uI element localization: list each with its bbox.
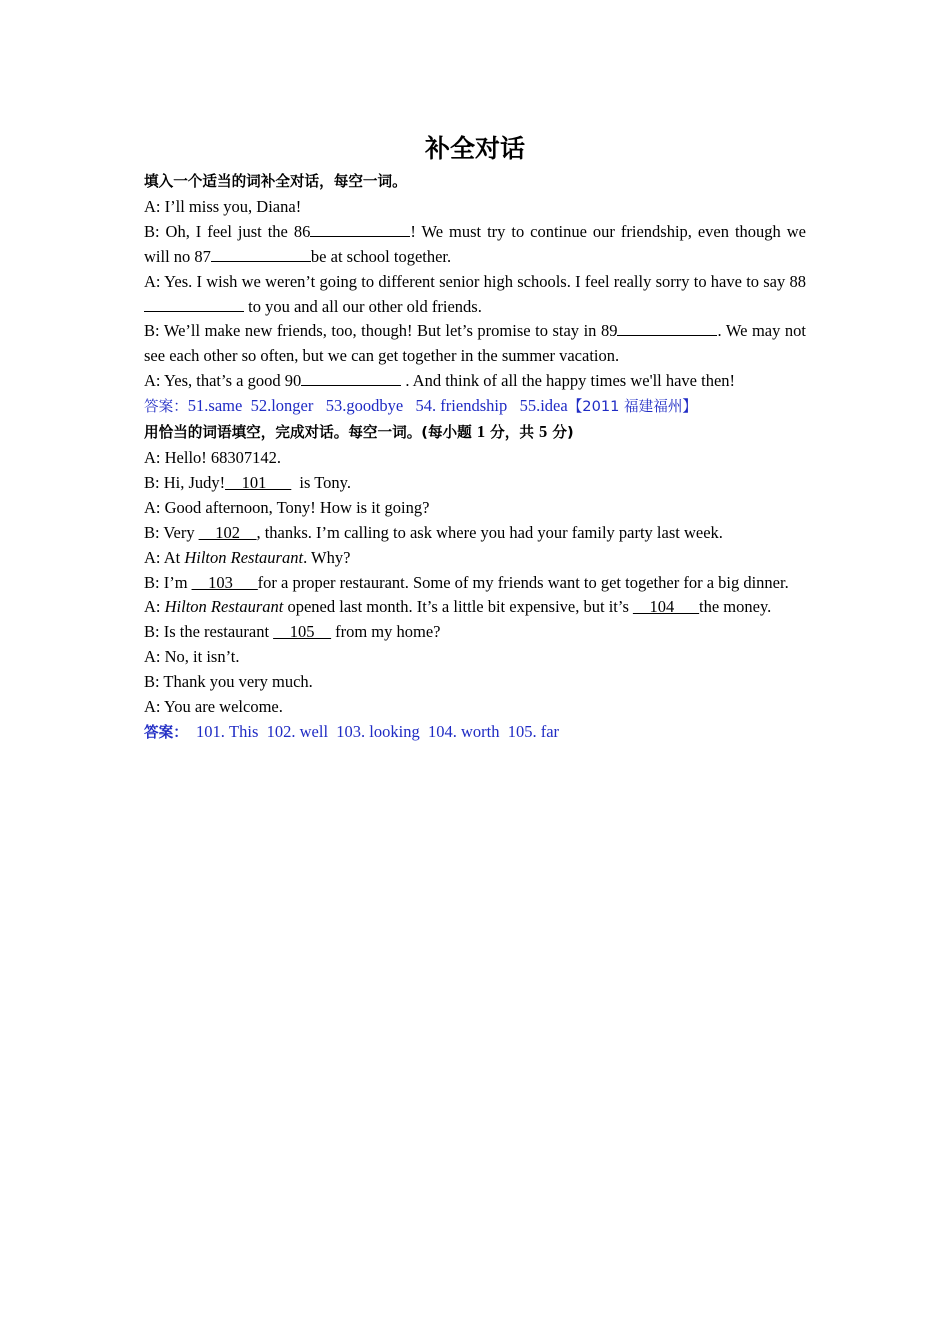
dialogue-text: from my home? bbox=[330, 622, 441, 642]
dialogue-text: B: Very bbox=[144, 522, 199, 542]
answer-items: 51.same 52.longer 53.goodbye 54. friendship 55.idea bbox=[187, 396, 568, 416]
dialogue-text: B: Is the restaurant bbox=[144, 622, 274, 642]
dialogue-line: A: I’ll miss you, Diana! bbox=[144, 196, 302, 216]
instruction-number: 1 bbox=[476, 422, 486, 442]
dialogue-text: opened last month. It’s a little bit expensive, but it’s bbox=[283, 597, 634, 617]
dialogue-line: A: Hello! 68307142. bbox=[144, 447, 282, 467]
dialogue-line bbox=[144, 521, 806, 546]
blank bbox=[310, 222, 410, 237]
dialogue-text: A: bbox=[144, 597, 165, 617]
restaurant-name: Hilton Restaurant bbox=[164, 597, 284, 617]
blank bbox=[301, 371, 401, 386]
blank bbox=[211, 247, 311, 262]
dialogue-line bbox=[144, 319, 806, 369]
dialogue-text: . And think of all the happy times we'll have then! bbox=[401, 371, 736, 391]
answer-label: 答案： bbox=[144, 723, 188, 741]
dialogue-text: B: I’m bbox=[144, 572, 192, 592]
numbered-blank: __101___ bbox=[225, 472, 292, 492]
blank bbox=[144, 297, 244, 312]
answer-source: 【2011 福建福州】 bbox=[567, 398, 698, 416]
dialogue-text: , thanks. I’m calling to ask where you had your family party last week. bbox=[256, 522, 723, 542]
dialogue-line bbox=[144, 220, 806, 270]
document-page bbox=[144, 128, 806, 746]
dialogue-text: B: Oh, I feel just the 86 bbox=[144, 221, 311, 241]
numbered-blank: __102__ bbox=[198, 522, 257, 542]
dialogue-text: B: Hi, Judy! bbox=[144, 472, 226, 492]
dialogue-text: A: At bbox=[144, 547, 185, 567]
dialogue-line: A: No, it isn’t. bbox=[144, 647, 240, 667]
answer-items: 101. This 102. well 103. looking 104. worth 105. far bbox=[187, 721, 560, 741]
dialogue-text: the money. bbox=[699, 597, 772, 617]
dialogue-text: . We may not see each other so often, but we can get together in the summer vacation. bbox=[144, 321, 806, 366]
dialogue-text: to you and all our other old friends. bbox=[244, 296, 482, 316]
restaurant-name: Hilton Restaurant bbox=[184, 547, 304, 567]
numbered-blank: __104___ bbox=[633, 597, 700, 617]
dialogue-text: . Why? bbox=[303, 547, 351, 567]
dialogue-text: is Tony. bbox=[291, 472, 351, 492]
dialogue-line: A: You are welcome. bbox=[144, 697, 283, 717]
instruction-text: 分) bbox=[547, 424, 574, 442]
dialogue-line bbox=[144, 270, 806, 320]
dialogue-line bbox=[144, 471, 806, 496]
instruction-text: 用恰当的词语填空，完成对话。每空一词。(每小题 bbox=[144, 424, 477, 442]
numbered-blank: __103___ bbox=[191, 572, 258, 592]
dialogue-text: ! We must try to continue our friendship, even though we will no 87 bbox=[144, 221, 806, 266]
dialogue-text: be at school together. bbox=[310, 246, 452, 266]
section1-instruction: 填入一个适当的词补全对话，每空一词。 bbox=[144, 173, 407, 190]
section2-answer bbox=[144, 720, 806, 746]
dialogue-line bbox=[144, 571, 806, 596]
section2-instruction bbox=[144, 420, 806, 446]
numbered-blank: __105__ bbox=[273, 622, 331, 642]
page-title: 补全对话 bbox=[424, 134, 525, 163]
dialogue-text: for a proper restaurant. Some of my friends want to get together for a big dinner. bbox=[257, 572, 789, 592]
dialogue-text: A: Yes, that’s a good 90 bbox=[144, 371, 302, 391]
dialogue-line bbox=[144, 620, 806, 645]
blank bbox=[617, 321, 717, 336]
dialogue-text: B: We’ll make new friends, too, though! But let’s promise to stay in 89 bbox=[144, 321, 618, 341]
dialogue-line: A: Good afternoon, Tony! How is it going? bbox=[144, 497, 430, 517]
dialogue-line bbox=[144, 595, 806, 620]
dialogue-line: B: Thank you very much. bbox=[144, 672, 313, 692]
dialogue-line bbox=[144, 369, 806, 394]
section1-answer bbox=[144, 394, 806, 420]
answer-label: 答案： bbox=[144, 398, 188, 416]
instruction-text: 分，共 bbox=[485, 424, 540, 442]
instruction-number: 5 bbox=[539, 422, 548, 442]
dialogue-line bbox=[144, 546, 806, 571]
dialogue-text: A: Yes. I wish we weren’t going to different senior high schools. I feel really sorry to have to say 88 bbox=[144, 271, 806, 291]
